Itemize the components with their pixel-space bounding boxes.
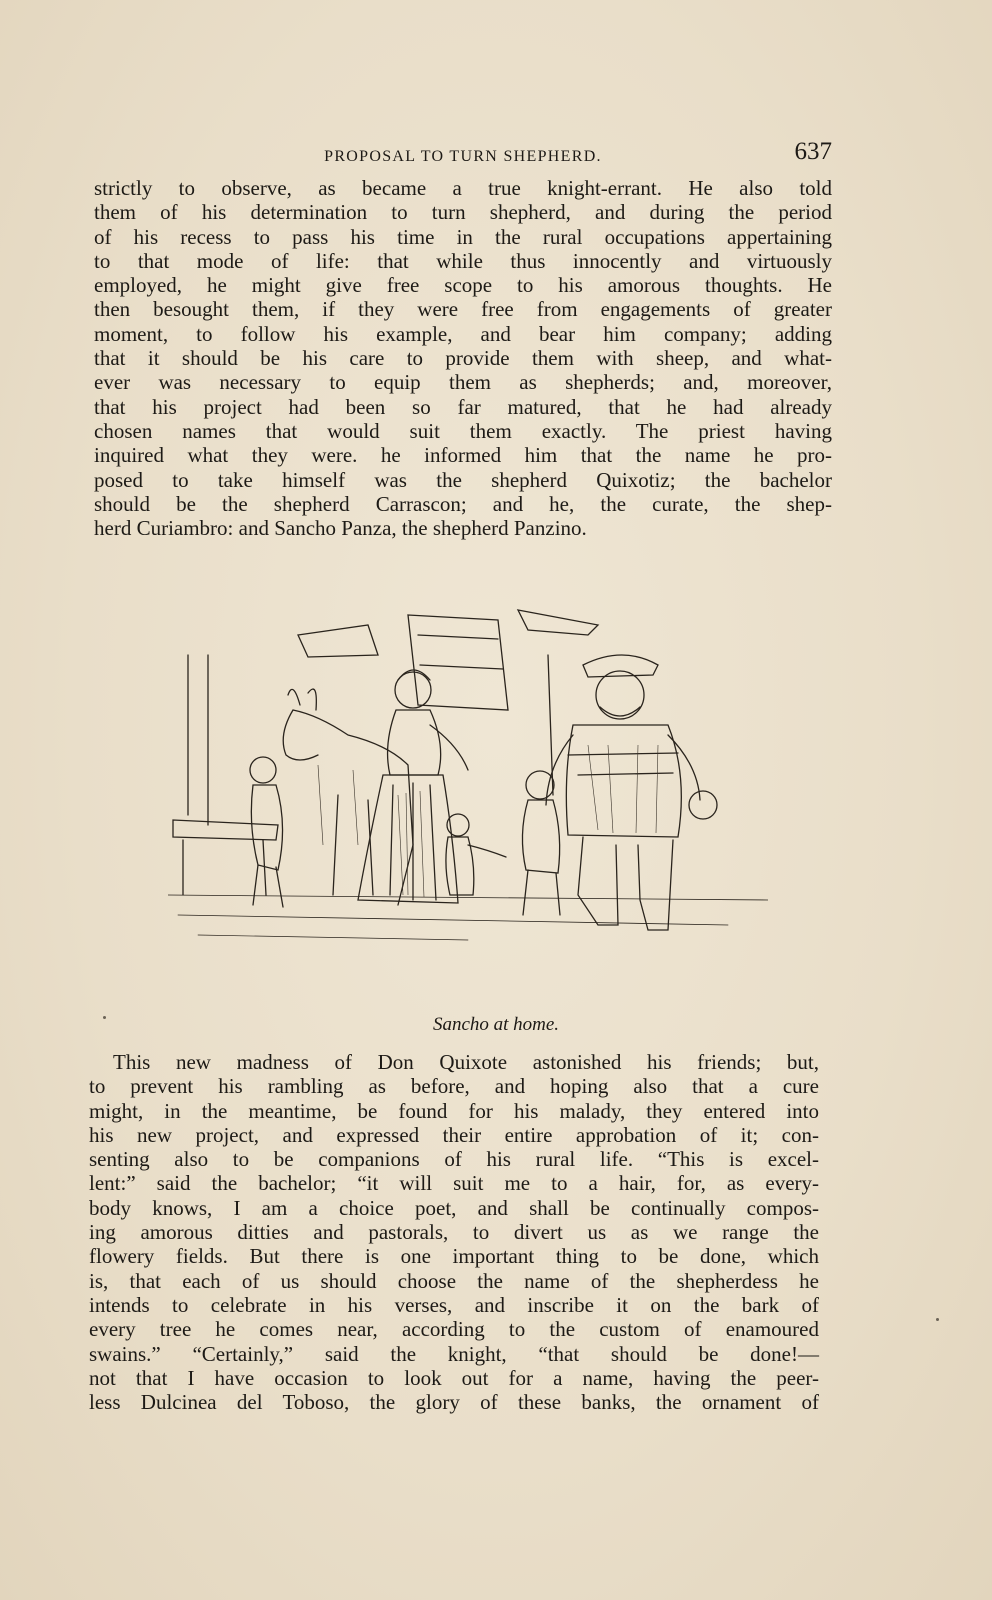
paragraph-2	[89, 1050, 819, 1414]
paragraph-1	[94, 176, 832, 540]
text-line: inquired what they were. he informed him that the name he pro-	[94, 443, 832, 468]
text-line: This new madness of Don Quixote astonished his friends; but,	[113, 1050, 819, 1074]
text-line: strictly to observe, as became a true knight-errant. He also told	[94, 176, 832, 200]
paper-speck	[103, 1016, 106, 1019]
text-line: is, that each of us should choose the name of the shepherdess he	[89, 1268, 819, 1293]
text-line: that his project had been so far matured, that he had already	[94, 394, 832, 419]
text-line: his new project, and expressed their entire approbation of it; con-	[89, 1122, 819, 1147]
text-line: ever was necessary to equip them as shepherds; and, moreover,	[94, 370, 832, 395]
text-line: ing amorous ditties and pastorals, to divert us as we range the	[89, 1220, 819, 1245]
text-line: body knows, I am a choice poet, and shall be continually compos-	[89, 1195, 819, 1220]
text-line: intends to celebrate in his verses, and inscribe it on the bark of	[89, 1292, 819, 1317]
illustration-caption: Sancho at home.	[432, 1014, 560, 1035]
text-line: herd Curiambro: and Sancho Panza, the shepherd Panzino.	[94, 516, 587, 541]
text-line: less Dulcinea del Toboso, the glory of these banks, the ornament of	[89, 1390, 819, 1415]
text-line: employed, he might give free scope to his amorous thoughts. He	[94, 273, 832, 298]
page-number: 637	[794, 138, 832, 165]
paper-speck	[936, 1318, 939, 1321]
text-line: lent:” said the bachelor; “it will suit me to a hair, for, as every-	[89, 1171, 819, 1196]
text-line: moment, to follow his example, and bear him company; adding	[94, 321, 832, 346]
text-line: every tree he comes near, according to the custom of enamoured	[89, 1317, 819, 1342]
text-line: that it should be his care to provide them with sheep, and what-	[94, 346, 832, 371]
running-head	[94, 138, 832, 172]
text-line: chosen names that would suit them exactly. The priest having	[94, 418, 832, 443]
text-line: should be the shepherd Carrascon; and he, the curate, the shep-	[94, 491, 832, 516]
text-line: to that mode of life: that while thus innocently and virtuously	[94, 248, 832, 273]
text-line: not that I have occasion to look out for a name, having the peer-	[89, 1365, 819, 1390]
text-line: to prevent his rambling as before, and hoping also that a cure	[89, 1074, 819, 1099]
text-line: posed to take himself was the shepherd Quixotiz; the bachelor	[94, 467, 832, 492]
text-line: senting also to be companions of his rural life. “This is excel-	[89, 1147, 819, 1172]
text-line: then besought them, if they were free from engagements of greater	[94, 297, 832, 322]
text-line: swains.” “Certainly,” said the knight, “that should be done!—	[89, 1341, 819, 1366]
text-line: might, in the meantime, be found for his malady, they entered into	[89, 1098, 819, 1123]
engraving-illustration	[168, 595, 768, 985]
text-line: them of his determination to turn shepherd, and during the period	[94, 200, 832, 225]
text-line: of his recess to pass his time in the rural occupations appertaining	[94, 224, 832, 249]
running-title: PROPOSAL TO TURN SHEPHERD.	[324, 148, 602, 165]
text-line: flowery fields. But there is one important thing to be done, which	[89, 1244, 819, 1269]
